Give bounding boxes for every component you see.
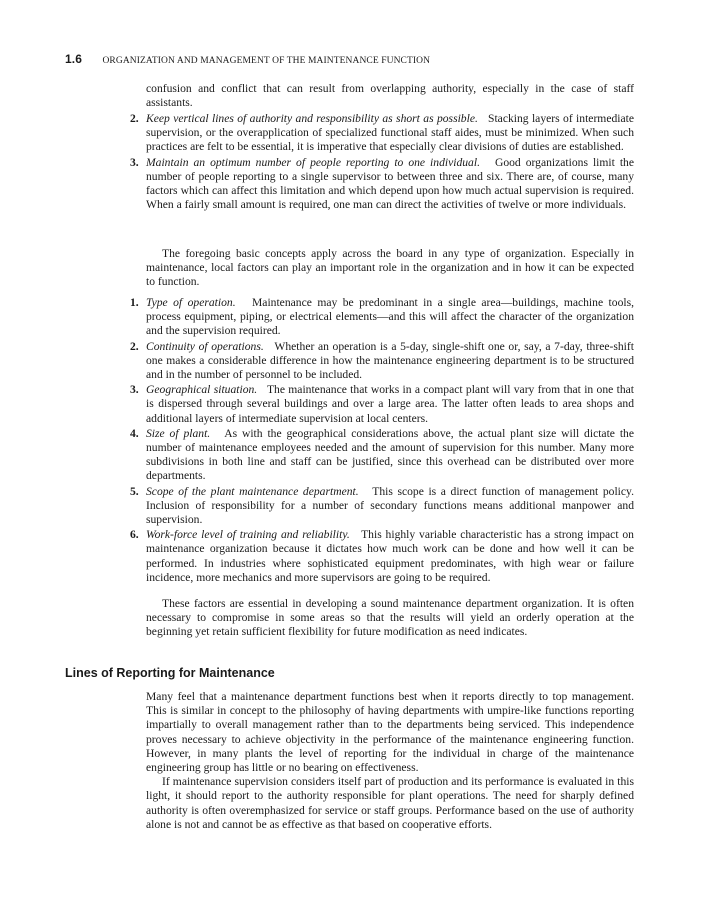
list-item (130, 296, 634, 339)
list-item-number: 1. (130, 296, 139, 309)
list-item-number: 3. (130, 155, 139, 169)
list-item (130, 156, 634, 213)
intro-continuation (146, 82, 634, 110)
list-item-text: Whether an operation is a 5-day, single-shift one or, say, a 7-day, three-shift one makes a considerable difference in how the maintenance engineering department is to be structured and in the number of personnel to be included. (146, 339, 634, 382)
list-item (130, 528, 634, 585)
list-item-number: 2. (130, 339, 139, 353)
list-item-text: Good organizations limit the number of people reporting to a single supervisor to between three and six. There are, of course, many factors which can affect this limitation and which depend upon how much actual supervision is required. When a fairly small amount is required, one man can direct the activities of twelve or more individuals. (146, 155, 634, 212)
running-head-title: ORGANIZATION AND MANAGEMENT OF THE MAINTENANCE FUNCTION (102, 56, 431, 66)
list-item-lead: Type of operation. (146, 296, 247, 309)
section-paragraph: If maintenance supervision considers itself part of production and its performance is evaluated in this light, it should report to the authority responsible for plant operations. The need for sharply defined authority is often overemphasized for service or staff groups. Performance based on the use of authority alone is not and cannot be as effective as that based on cooperative efforts. (146, 775, 634, 831)
list-item-number: 2. (130, 112, 139, 125)
list-item (130, 112, 634, 155)
list-item-lead: Work-force level of training and reliability. (146, 528, 358, 542)
list-item-number: 4. (130, 426, 139, 440)
list-item-lead: Scope of the plant maintenance department. (146, 484, 368, 498)
list-item-text: Maintenance may be predominant in a single area—buildings, machine tools, process equipment, piping, or electrical elements—and this will affect the character of the organization and the supervision required. (146, 296, 634, 338)
running-header (65, 52, 665, 66)
factors-conclusion-text: These factors are essential in developing a sound maintenance department organization. It is often necessary to compromise in some areas so that the results will yield an orderly operation at the beginning yet retain sufficient flexibility for future modification as need indicates. (146, 597, 634, 639)
list-item-number: 6. (130, 528, 139, 542)
list-item (130, 340, 634, 383)
principles-list (130, 112, 634, 213)
factors-list (130, 296, 634, 586)
factors-conclusion (146, 597, 634, 640)
list-item-text: Stacking layers of intermediate supervision, or the overapplication of specialized functional staff aides, must be minimized. When such practices are felt to be essential, it is imperative that especially clear divisions of duties are established. (146, 112, 634, 154)
foregoing-paragraph-text: The foregoing basic concepts apply across the board in any type of organization. Especially in maintenance, local factors can play an important role in the organization and in how it can be expected to function. (146, 247, 634, 289)
list-item-number: 5. (130, 484, 139, 498)
list-item-text: This highly variable characteristic has a strong impact on maintenance organization because it dictates how much work can be done and how well it can be performed. In industries where sophisticated equipment predominates, with high wear or failure incidence, more mechanics and more supervisors are going to be required. (146, 528, 634, 584)
list-item (130, 427, 634, 484)
list-item (130, 383, 634, 426)
list-item-number: 3. (130, 383, 139, 397)
section-paragraph: Many feel that a maintenance department functions best when it reports directly to top management. This is similar in concept to the philosophy of having departments with umpire-like functions reporting impartially to overall management rather than to the departments being serviced. This independence proves necessary to achieve objectivity in the performance of the maintenance engineering function. However, in many plants the level of reporting for the individual in charge of the maintenance engineering group has little or no bearing on effectiveness. (146, 690, 634, 775)
list-item (130, 485, 634, 528)
list-item-lead: Maintain an optimum number of people reporting to one individual. (146, 155, 490, 169)
foregoing-paragraph (146, 247, 634, 290)
intro-continuation-text: confusion and conflict that can result from overlapping authority, especially in the case of staff assistants. (146, 82, 634, 110)
list-item-text: This scope is a direct function of management policy. Inclusion of responsibility for a number of secondary functions means additional manpower and supervision. (146, 484, 634, 527)
list-item-text: The maintenance that works in a compact plant will vary from that in one that is dispersed through several buildings and over a large area. The latter often leads to area shops and additional layers of intermediate supervision at local centers. (146, 383, 634, 425)
list-item-lead: Continuity of operations. (146, 339, 271, 353)
list-item-lead: Keep vertical lines of authority and responsibility as short as possible. (146, 112, 485, 125)
list-item-lead: Geographical situation. (146, 383, 264, 397)
section-body (146, 690, 634, 832)
page-number: 1.6 (65, 52, 82, 66)
list-item-lead: Size of plant. (146, 426, 220, 440)
list-item-text: As with the geographical considerations above, the actual plant size will dictate the number of maintenance employees needed and the amount of supervision for this number. Many more subdivisions in both line and staff can be justified, since this overhead can be distributed over more departments. (146, 426, 634, 483)
section-heading: Lines of Reporting for Maintenance (65, 666, 275, 680)
